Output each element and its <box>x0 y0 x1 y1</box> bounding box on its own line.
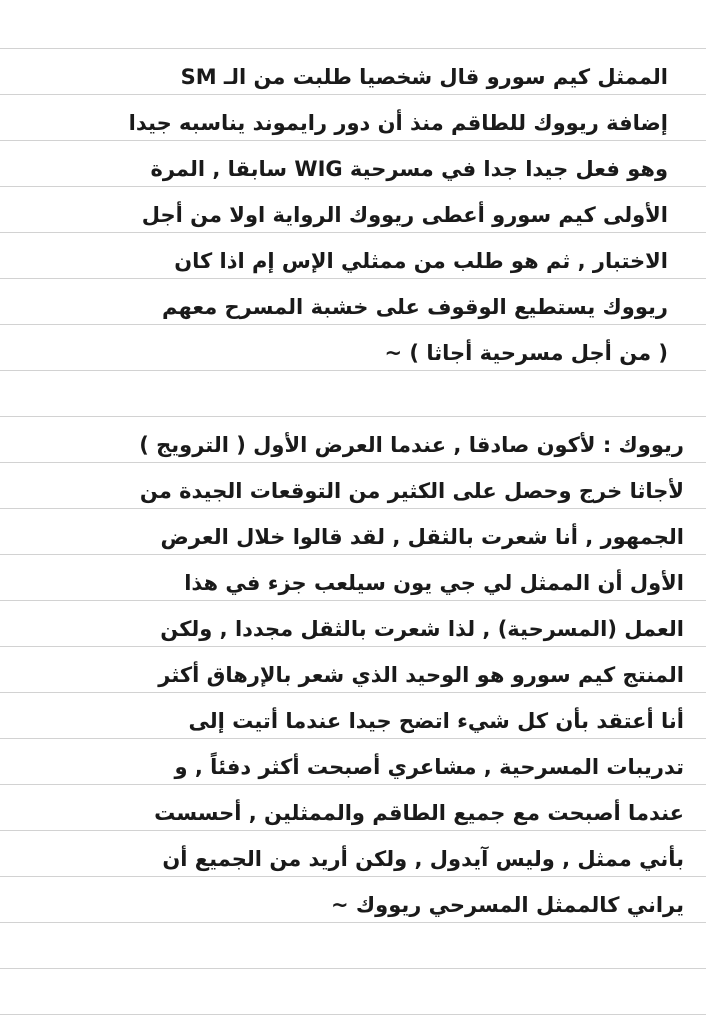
note-line: بأني ممثل , وليس آيدول , ولكن أريد من الجميع أن <box>162 847 684 871</box>
note-line: أنا أعتقد بأن كل شيء اتضح جيدا عندما أتيت إلى <box>188 709 684 733</box>
note-paragraph-2 <box>0 422 706 928</box>
note-line: المنتج كيم سورو هو الوحيد الذي شعر بالإرهاق أكثر <box>158 663 684 687</box>
note-line: ريووك يستطيع الوقوف على خشبة المسرح معهم <box>162 295 668 319</box>
note-line: العمل (المسرحية) , لذا شعرت بالثقل مجددا , ولكن <box>160 617 684 641</box>
note-paragraph-1 <box>0 54 706 376</box>
note-line: الأولى كيم سورو أعطى ريووك الرواية اولا من أجل <box>141 203 668 227</box>
note-line: تدريبات المسرحية , مشاعري أصبحت أكثر دفئاً , و <box>174 755 684 779</box>
note-line: الجمهور , أنا شعرت بالثقل , لقد قالوا خلال العرض <box>160 525 684 549</box>
note-line: يراني كالممثل المسرحي ريووك ~ <box>331 893 684 917</box>
note-line: الاختبار , ثم هو طلب من ممثلي الإس إم اذا كان <box>174 249 668 273</box>
note-line: ( من أجل مسرحية أجاثا ) ~ <box>384 341 668 365</box>
note-line: الأول أن الممثل لي جي يون سيلعب جزء في هذا <box>184 571 684 595</box>
note-line: إضافة ريووك للطاقم منذ أن دور رايموند يناسبه جيدا <box>128 111 668 135</box>
note-line: عندما أصبحت مع جميع الطاقم والممثلين , أحسست <box>154 801 684 825</box>
note-line: الممثل كيم سورو قال شخصيا طلبت من الـ SM <box>180 65 668 89</box>
note-line: ريووك : لأكون صادقا , عندما العرض الأول ( الترويج ) <box>139 433 684 457</box>
note-line: لأجاثا خرج وحصل على الكثير من التوقعات الجيدة من <box>139 479 684 503</box>
note-line: وهو فعل جيدا جدا في مسرحية WIG سابقا , المرة <box>150 157 668 181</box>
